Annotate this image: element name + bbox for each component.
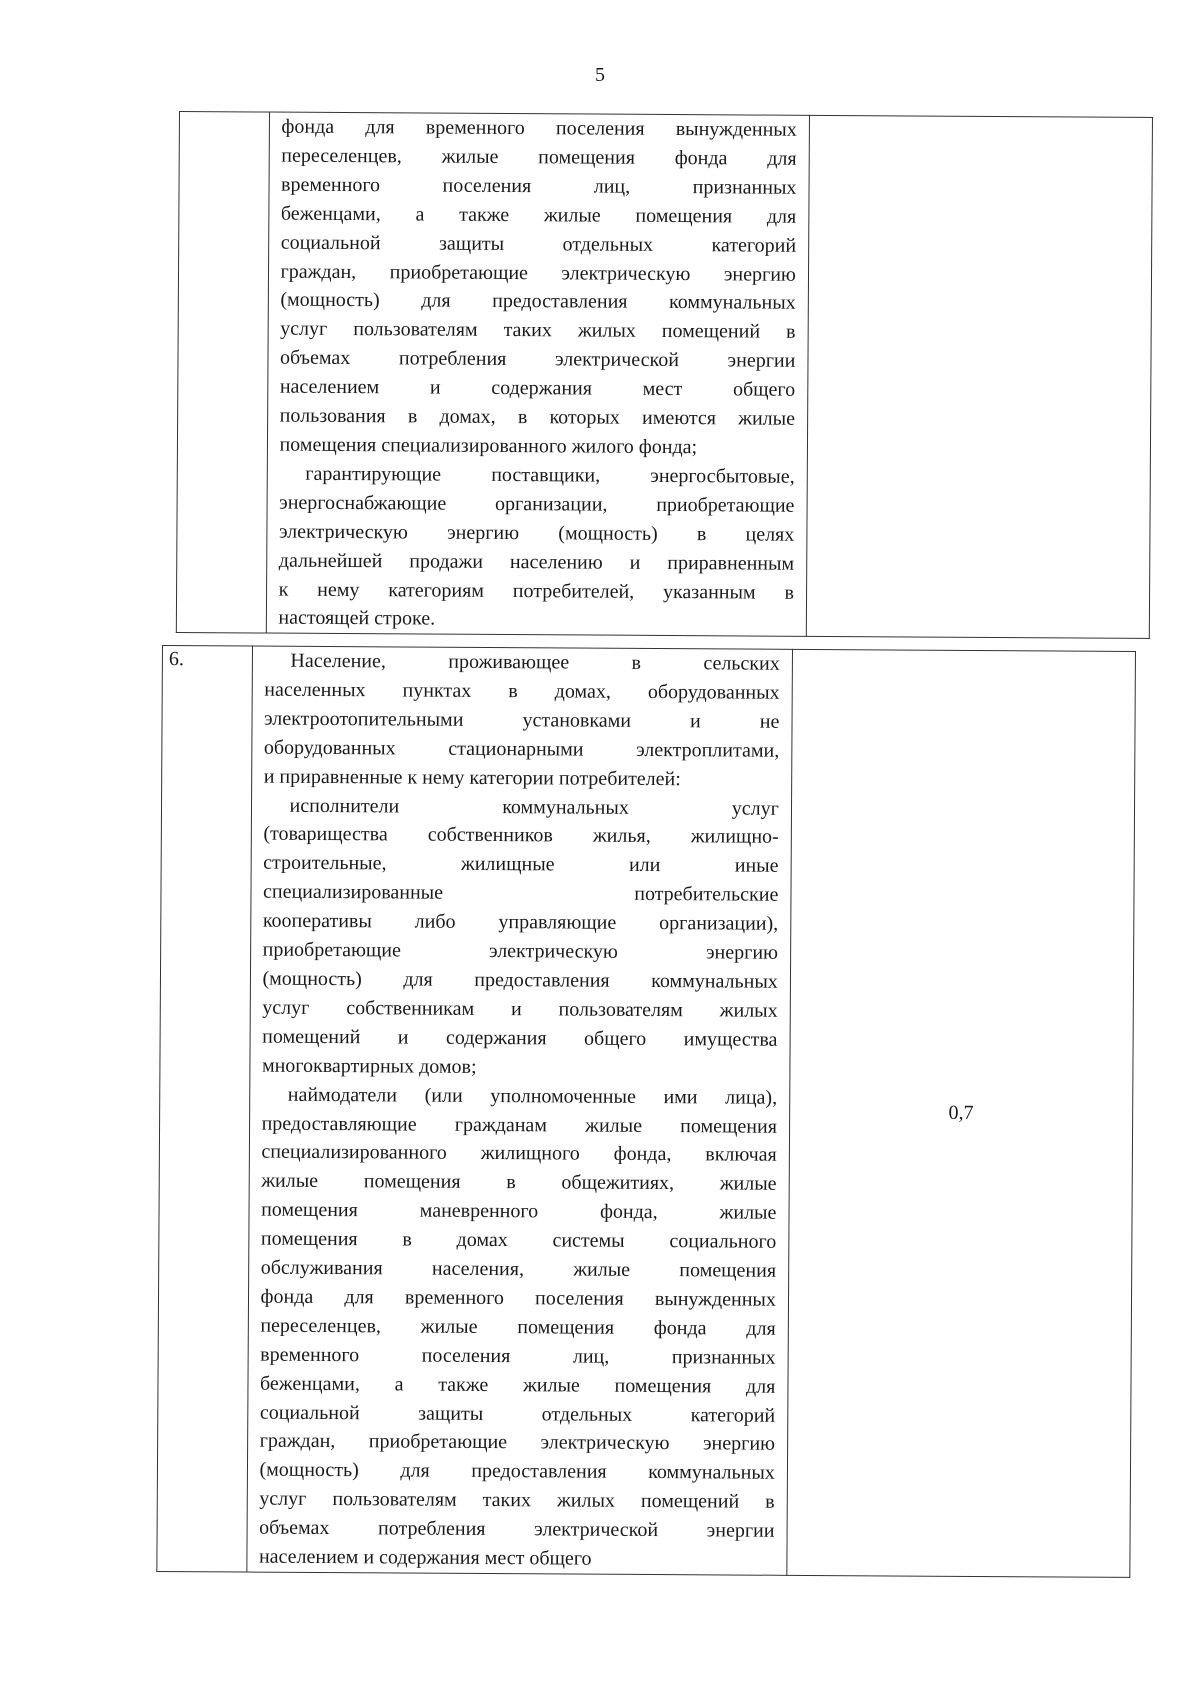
text-line: энергоснабжающие организации, приобретающие xyxy=(279,491,795,517)
text-line: Население, проживающее в сельских xyxy=(290,649,780,675)
text-line: населением и содержания мест общего xyxy=(279,375,796,401)
text-line: граждан, приобретающие электрическую энергию xyxy=(259,1430,776,1456)
text-line: обслуживания населения, жилые помещения xyxy=(260,1256,777,1282)
text-line: (мощность) для предоставления коммунальных xyxy=(262,967,778,993)
text-line: гарантирующие поставщики, энергосбытовые, xyxy=(305,462,795,488)
text-line: помещения специализированного жилого фонда; xyxy=(279,433,698,459)
text-line: помещения маневренного фонда, жилые xyxy=(261,1198,777,1224)
text-line: временного поселения лиц, признанных xyxy=(281,173,797,199)
row-paragraph xyxy=(279,113,796,463)
text-line: и приравненные к нему категории потребителей: xyxy=(263,765,681,790)
table-row-6 xyxy=(157,646,1136,1578)
text-line: социальной защиты отдельных категорий xyxy=(280,231,797,257)
text-line: приобретающие электрическую энергию xyxy=(262,938,779,964)
text-line: электрическую энергию (мощность) в целях xyxy=(278,520,795,546)
row-paragraph xyxy=(278,459,794,636)
page-number: 5 xyxy=(595,64,605,86)
text-line: услуг пользователям таких жилых помещений в xyxy=(259,1487,775,1514)
text-line: объемах потребления электрической энергии xyxy=(279,346,796,373)
text-line: услуг пользователям таких жилых помещений в xyxy=(280,317,796,344)
text-line: беженцами, а также жилые помещения для xyxy=(259,1372,776,1398)
text-line: граждан, приобретающие электрическую энергию xyxy=(280,260,796,286)
text-line: (товарищества собственников жилья, жилищно- xyxy=(263,823,779,849)
text-line: жилые помещения в общежитиях, жилые xyxy=(261,1169,777,1196)
text-line: (мощность) для предоставления коммунальных xyxy=(259,1458,775,1485)
text-line: помещения в домах системы социального xyxy=(260,1227,777,1253)
row-coefficient-value: 0,7 xyxy=(787,649,1136,1577)
text-line: населенных пунктах в домах, оборудованных xyxy=(264,678,780,704)
text-line: услуг собственникам и пользователям жилых xyxy=(262,996,778,1022)
tariff-table-continuation xyxy=(176,111,1153,639)
row-paragraph xyxy=(262,791,779,1083)
text-line: населением и содержания мест общего xyxy=(258,1545,592,1570)
text-line: (мощность) для предоставления коммунальных xyxy=(280,289,796,315)
row-description-cell xyxy=(266,112,810,637)
row-value-cell xyxy=(806,115,1152,638)
text-line: специализированные потребительские xyxy=(262,880,779,907)
text-line: электроотопительными установками и не xyxy=(264,707,780,733)
text-line: помещений и содержания общего имущества xyxy=(262,1025,778,1051)
text-line: фонда для временного поселения вынужденных xyxy=(281,115,797,141)
text-line: специализированного жилищного фонда, включая xyxy=(261,1141,777,1167)
table-row-5-continuation xyxy=(176,112,1152,639)
text-line: настоящей строке. xyxy=(278,607,436,630)
text-line: наймодатели (или уполномоченные ими лица), xyxy=(287,1083,778,1109)
text-line: предоставляющие гражданам жилые помещения xyxy=(261,1112,778,1138)
row-description-cell xyxy=(246,646,792,1575)
text-line: переселенцев, жилые помещения фонда для xyxy=(260,1314,776,1340)
row-paragraph xyxy=(259,1080,777,1575)
text-line: к нему категориям потребителей, указанным в xyxy=(278,578,795,604)
text-line: кооперативы либо управляющие организации), xyxy=(262,909,779,935)
text-line: многоквартирных домов; xyxy=(261,1054,477,1078)
text-line: оборудованных стационарными электроплитами, xyxy=(263,736,780,762)
text-line: дальнейшей продажи населению и приравненным xyxy=(278,549,795,575)
text-line: исполнители коммунальных услуг xyxy=(289,794,779,820)
row-number-cell xyxy=(176,112,269,634)
text-line: социальной защиты отдельных категорий xyxy=(259,1401,776,1427)
tariff-table xyxy=(156,645,1136,1578)
row-number-cell: 6. xyxy=(157,646,252,1573)
text-line: фонда для временного поселения вынужденных xyxy=(260,1285,776,1311)
text-line: строительные, жилищные или иные xyxy=(263,851,779,878)
row-paragraph xyxy=(264,647,780,795)
text-line: переселенцев, жилые помещения фонда для xyxy=(281,144,797,170)
text-line: беженцами, а также жилые помещения для xyxy=(280,202,797,228)
text-line: временного поселения лиц, признанных xyxy=(260,1343,776,1369)
text-line: объемах потребления электрической энергии xyxy=(259,1516,775,1542)
text-line: пользования в домах, в которых имеются жилые xyxy=(279,404,796,430)
